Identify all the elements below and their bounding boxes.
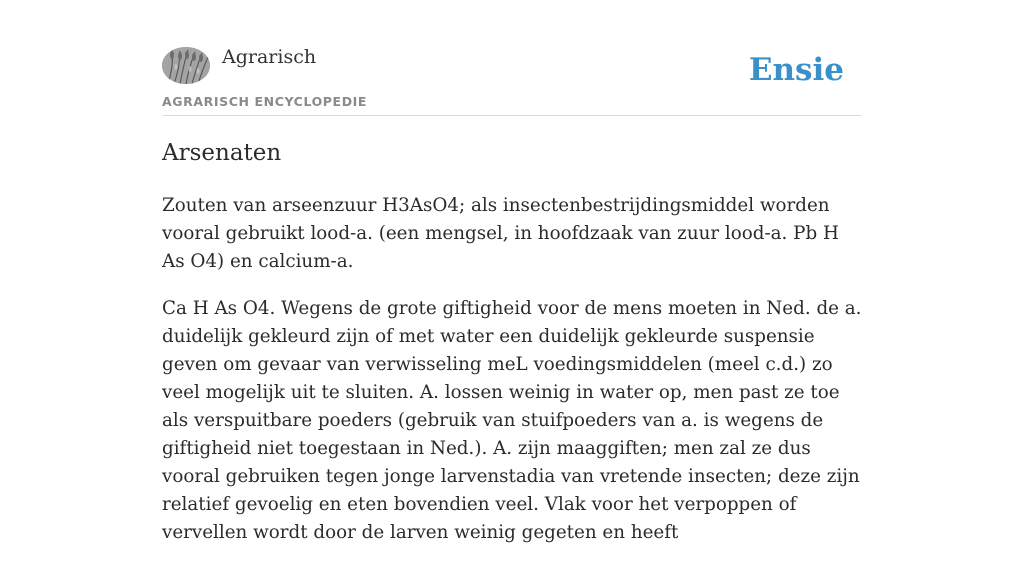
- article-body: [162, 192, 864, 566]
- article-paragraph: Zouten van arseenzuur H3AsO4; als insectenbestrijdingsmiddel worden vooral gebruikt lood-a. (een mengsel, in hoofdzaak van zuur lood-a. Pb H As O4) en calcium-a.: [162, 195, 839, 272]
- header-divider: [162, 115, 862, 116]
- site-name[interactable]: Agrarisch: [222, 46, 317, 68]
- article-paragraph: Ca H As O4. Wegens de grote giftigheid voor de mens moeten in Ned. de a. duidelijk gekleurd zijn of met water een duidelijk gekleurde suspensie geven om gevaar van verwisseling meL voedingsmiddelen (meel c.d.) zo veel mogelijk uit te sluiten. A. lossen weinig in water op, men past ze toe als verspuitbare poeders (gebruik van stuifpoeders van a. is wegens de giftigheid niet toegestaan in Ned.). A. zijn maaggiften; men zal ze dus vooral gebruiken tegen jonge larvenstadia van vretende insecten; deze zijn relatief gevoelig en eten bovendien veel. Vlak voor het verpoppen of vervellen wordt door de larven weinig gegeten en heeft: [162, 298, 862, 543]
- site-header: [162, 44, 862, 116]
- brand-logo-link[interactable]: Ensie: [748, 52, 844, 88]
- article-title: Arsenaten: [162, 140, 282, 166]
- wheat-ears-icon[interactable]: [162, 47, 210, 84]
- site-subtitle: AGRARISCH ENCYCLOPEDIE: [162, 94, 368, 109]
